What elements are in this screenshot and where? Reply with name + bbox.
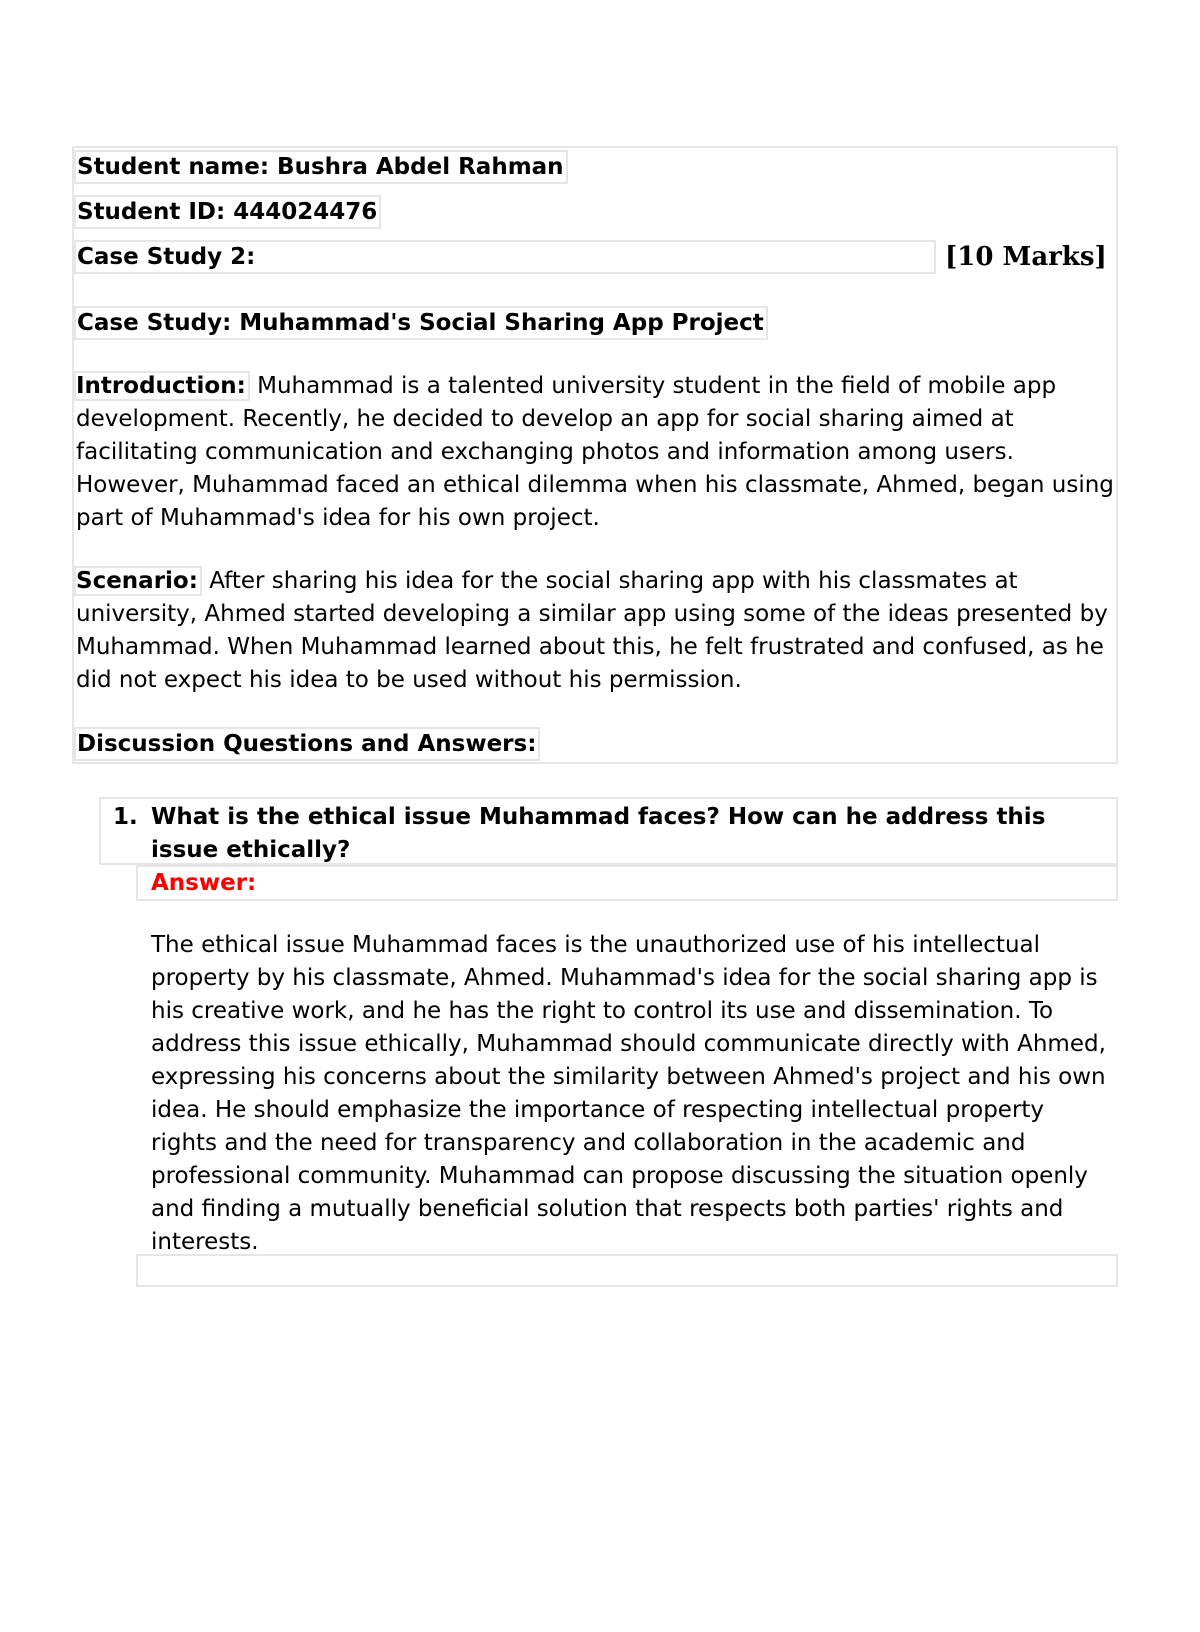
student-name-field: Student name: Bushra Abdel Rahman	[74, 150, 568, 184]
discussion-heading: Discussion Questions and Answers:	[74, 727, 540, 761]
question-number: 1.	[113, 804, 138, 830]
scenario-text: After sharing his idea for the social sharing app with his classmates at university, Ahmed started developing a similar app using some of the ideas presented by Muhammad. When Muhammad learned about this, he felt frustrated and confused, as he did not expect his idea to be used without his permission.	[76, 568, 1108, 693]
case-study-field: Case Study 2:	[74, 240, 936, 274]
question-text: What is the ethical issue Muhammad faces? How can he address this issue ethically?	[151, 804, 1046, 863]
introduction-paragraph	[76, 370, 1116, 535]
case-title: Case Study: Muhammad's Social Sharing App Project	[74, 306, 768, 340]
marks-label: [10 Marks]	[945, 242, 1107, 272]
empty-answer-box	[136, 1254, 1118, 1287]
scenario-label: Scenario:	[74, 566, 202, 596]
scenario-paragraph	[76, 565, 1116, 697]
answer-label-box	[136, 865, 1118, 901]
student-id-field: Student ID: 444024476	[74, 195, 381, 229]
introduction-text: Muhammad is a talented university student in the field of mobile app development. Recently, he decided to develop an app for social sharing aimed at facilitating communication and exchanging photos and information among users. However, Muhammad faced an ethical dilemma when his classmate, Ahmed, began using part of Muhammad's idea for his own project.	[76, 373, 1114, 531]
answer-text: The ethical issue Muhammad faces is the unauthorized use of his intellectual property by his classmate, Ahmed. Muhammad's idea for the social sharing app is his creative work, and he has the right to control its use and dissemination. To address this issue ethically, Muhammad should communicate directly with Ahmed, expressing his concerns about the similarity between Ahmed's project and his own idea. He should emphasize the importance of respecting intellectual property rights and the need for transparency and collaboration in the academic and professional community. Muhammad can propose discussing the situation openly and finding a mutually beneficial solution that respects both parties' rights and interests.	[151, 932, 1106, 1255]
answer-label: Answer:	[151, 870, 257, 896]
introduction-label: Introduction:	[74, 371, 250, 401]
